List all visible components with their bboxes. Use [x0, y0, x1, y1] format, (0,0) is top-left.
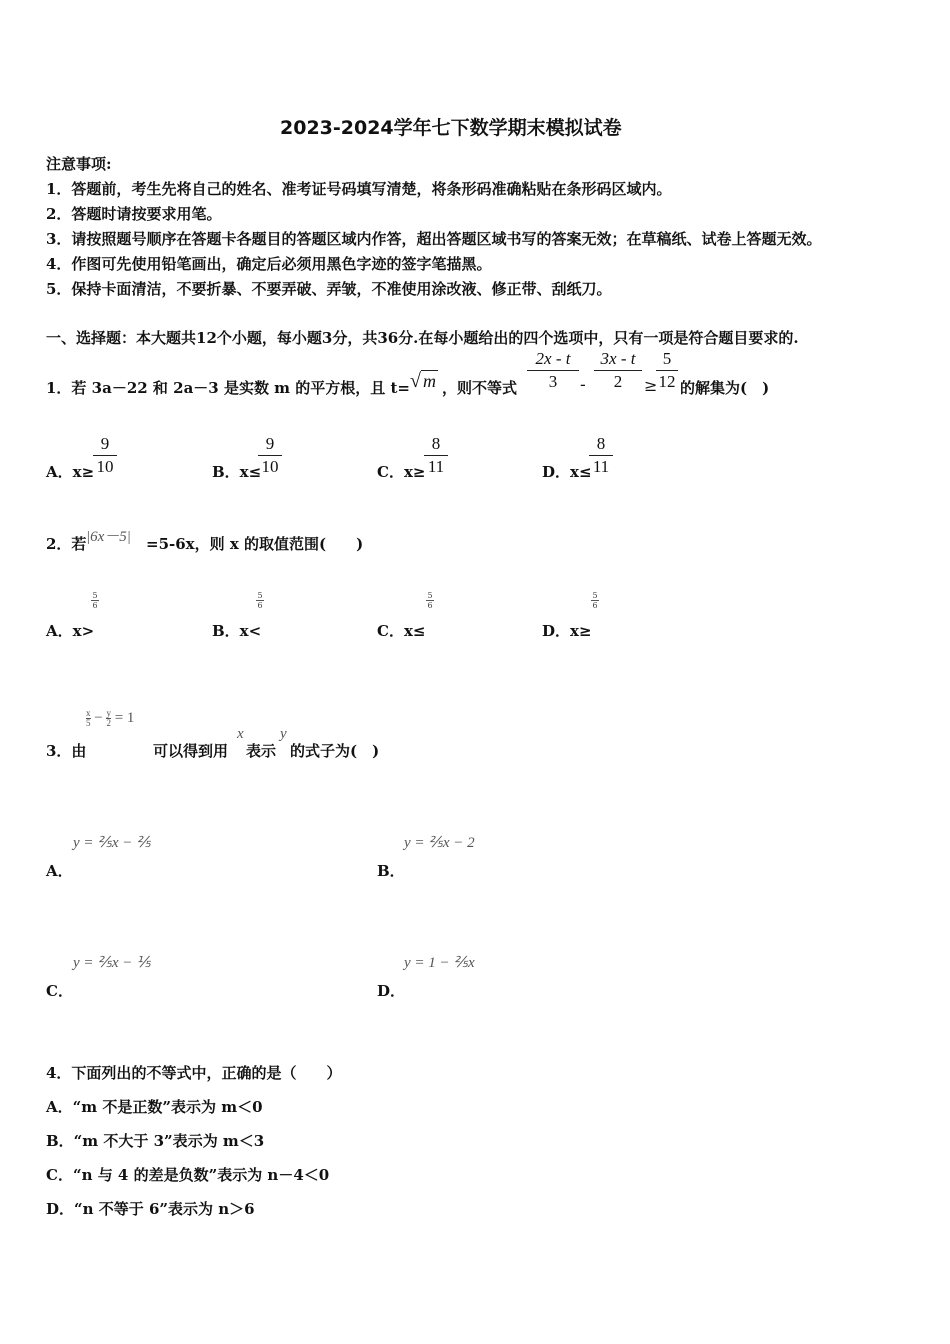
q1-stem-start: 1．若 3a－22 和 2a－3 是实数 m 的平方根，且 t= — [46, 379, 410, 397]
q1-option-b-fraction: 9 10 — [258, 434, 282, 477]
notice-item: 1．答题前，考生先将自己的姓名、准考证号码填写清楚，将条形码准确粘贴在条形码区域内。 — [46, 180, 672, 198]
notice-item: 4．作图可先使用铅笔画出，确定后必须用黑色字迹的签字笔描黑。 — [46, 255, 492, 273]
q1-option-a[interactable]: A．x≥ — [46, 463, 95, 481]
q3-var-x: x — [237, 726, 244, 742]
q3-stem-mid: 可以得到用 — [153, 742, 229, 760]
q1-option-c-fraction: 8 11 — [424, 434, 448, 477]
q1-option-c[interactable]: C．x≥ — [377, 463, 426, 481]
q1-option-d[interactable]: D．x≤ — [542, 463, 592, 481]
q1-minus: - — [580, 375, 586, 395]
q3-stem-mid2: 表示 — [246, 742, 277, 760]
q1-stem-end: 的解集为( ) — [680, 379, 770, 397]
q3-stem-start: 3．由 — [46, 742, 87, 760]
q2-option-c-fraction: 5 6 — [427, 591, 433, 610]
q4-option-d[interactable]: D．“n 不等于 6”表示为 n＞6 — [46, 1200, 255, 1218]
q2-option-b-fraction: 5 6 — [257, 591, 263, 610]
q2-option-d[interactable]: D．x≥ — [542, 622, 592, 640]
q4-option-a[interactable]: A．“m 不是正数”表示为 m＜0 — [46, 1098, 263, 1116]
q3-equation: $\frac{x}{5} - \frac{y}{2} = 1$ — [86, 708, 135, 728]
q3-option-a[interactable]: A． — [46, 862, 73, 880]
q2-abs-expression: |6x－5| — [86, 529, 131, 545]
q1-stem-mid: ，则不等式 — [442, 379, 518, 397]
q3-var-y: y — [280, 726, 287, 742]
q2-option-a[interactable]: A．x> — [46, 622, 95, 640]
q3-stem-end: 的式子为( ) — [290, 742, 380, 760]
q1-option-a-fraction: 9 10 — [93, 434, 117, 477]
q2-option-d-fraction: 5 6 — [592, 591, 598, 610]
q2-option-a-fraction: 5 6 — [92, 591, 98, 610]
q2-stem-start: 2．若 — [46, 535, 87, 553]
q1-fraction-3: 5 12 — [656, 349, 678, 392]
q3-option-b[interactable]: B． — [377, 862, 405, 880]
q2-option-c[interactable]: C．x≤ — [377, 622, 426, 640]
q3-option-c-expression: y = ⅖x − ⅕ — [73, 955, 151, 971]
q2-stem-end: =5-6x，则 x 的取值范围( ) — [146, 535, 364, 553]
notice-item: 5．保持卡面清洁，不要折暴、不要弄破、弄皱，不准使用涂改液、修正带、刮纸刀。 — [46, 280, 612, 298]
page-title: 2023-2024学年七下数学期末模拟试卷 — [280, 117, 622, 139]
q3-option-b-expression: y = ⅖x − 2 — [404, 835, 475, 851]
q1-sqrt: √ m — [410, 370, 436, 392]
q1-fraction-1: 2x - t 3 — [527, 349, 579, 392]
q3-option-d[interactable]: D． — [377, 982, 406, 1000]
q3-option-d-expression: y = 1 − ⅖x — [404, 955, 475, 971]
q1-option-d-fraction: 8 11 — [589, 434, 613, 477]
q4-option-c[interactable]: C．“n 与 4 的差是负数”表示为 n－4＜0 — [46, 1166, 330, 1184]
q1-geq: ≥ — [644, 376, 658, 395]
notice-heading: 注意事项: — [46, 155, 112, 173]
q1-option-b[interactable]: B．x≤ — [212, 463, 262, 481]
q3-option-a-expression: y = ⅖x − ⅖ — [73, 835, 151, 851]
notice-item: 3．请按照题号顺序在答题卡各题目的答题区域内作答，超出答题区域书写的答案无效；在草稿纸、试卷上答题无效。 — [46, 230, 822, 248]
q3-option-c[interactable]: C． — [46, 982, 73, 1000]
q4-stem: 4．下面列出的不等式中，正确的是（ ） — [46, 1064, 342, 1082]
section-heading: 一、选择题：本大题共12个小题，每小题3分，共36分.在每小题给出的四个选项中，只有一项是符合题目要求的. — [46, 329, 799, 347]
notice-item: 2．答题时请按要求用笔。 — [46, 205, 222, 223]
q1-fraction-2: 3x - t 2 — [594, 349, 642, 392]
q2-option-b[interactable]: B．x< — [212, 622, 262, 640]
q4-option-b[interactable]: B．“m 不大于 3”表示为 m＜3 — [46, 1132, 265, 1150]
